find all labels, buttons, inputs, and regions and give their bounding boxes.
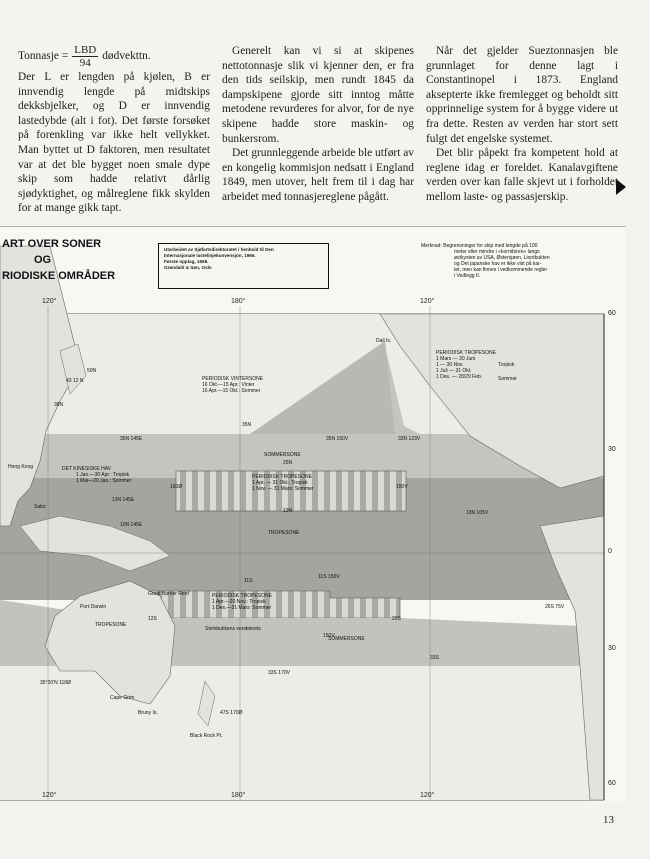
note-line: Merknad: Begrensninger for skip med lengde på 100: [421, 243, 538, 249]
coord-label: 33S 170V: [268, 670, 290, 676]
zone-line: 1 Apr.—20 Nov.: Tropisk: [212, 599, 266, 605]
periodic-tropical-south-label: [212, 593, 272, 611]
longitude-label: 120°: [420, 298, 435, 305]
coord-label: 35N: [242, 422, 252, 428]
formula-fraction: [72, 44, 98, 69]
coord-label: 20S: [392, 616, 401, 622]
page-number: 13: [603, 814, 614, 826]
zone-line: 16 Okt.—15 Apr.: Vinter: [202, 382, 255, 388]
coord-label: 13N 145E: [112, 497, 135, 503]
note-line: og Det japanske hav er ikke vist på kar-: [454, 261, 542, 267]
latitude-label: 60: [608, 310, 616, 317]
note-line: i Vedlegg II.: [454, 273, 481, 279]
coord-label: 10N 145E: [120, 522, 143, 528]
latitude-label: 0: [608, 548, 612, 555]
formula-rhs: dødvekttn.: [102, 50, 151, 63]
zone-line: 16 Apr.—15 Okt.: Sommer: [202, 388, 261, 394]
coord-label: 35°30'N 118Ø: [40, 680, 71, 686]
place-label: Cape Grim: [110, 695, 135, 701]
winter-zone-south: [0, 666, 604, 800]
legend-line: Grøndahl & Søn, Oslo: [164, 265, 212, 270]
coord-label: 35N 150V: [326, 436, 349, 442]
zone-line: 1 Apr. — 31 Okt.: Tropisk: [252, 480, 308, 486]
tonnage-formula: [18, 44, 210, 69]
zone-line: Tropisk: [498, 362, 515, 368]
zone-line: 1 Mars — 30 Juni: [436, 356, 476, 362]
coord-label: 25N: [283, 460, 293, 466]
map-title-line: ART OVER SONER: [2, 238, 102, 250]
coord-label: 150V: [323, 633, 335, 639]
place-label: Port Darwin: [80, 604, 107, 610]
paragraph: Generelt kan vi si at skipenes nettotonnasje slik vi kjenner den, er fra den tids seilskip, men rundt 1845 da dampskipene gjorde sitt inntog måtte metodene revurderes for alvor, for de nye skipene hadde store maskin- og bunkersrom.: [222, 45, 414, 145]
zone-line: 1 Juli — 31 Okt.: [436, 368, 472, 374]
longitude-label: 120°: [420, 792, 435, 799]
zone-title: PERIODISK VINTERSONE: [202, 376, 264, 382]
summer-zone-label: SOMMERSONE: [328, 636, 365, 642]
coord-label: 33N 123V: [398, 436, 421, 442]
coord-label: 50N: [87, 368, 97, 374]
coord-label: 150V: [396, 484, 408, 490]
longitude-label: 180°: [231, 298, 246, 305]
coord-label: 13N 105V: [466, 510, 489, 516]
place-label: Hong Kong: [8, 464, 34, 470]
place-label: Black Rock Pt.: [190, 733, 223, 739]
latitude-label: 60: [608, 780, 616, 787]
place-label: Sabo: [34, 504, 46, 510]
coord-label: 43 12 N: [66, 378, 84, 384]
zone-line: 1 Des. — 28/29 Feb.: [436, 374, 483, 380]
map-title: [2, 236, 115, 284]
zone-title: DET KINESISKE HAV: [62, 466, 111, 472]
paragraph: Det blir påpekt fra kompetent hold at reglene idag er foreldet. Kanalavgiftene verden over kan falle skjevt ut i forholdet mellom laste- og passasjerskip.: [426, 147, 618, 203]
legend-line: Internasjonale lastelinjekonvensjon, 1966.: [164, 253, 256, 258]
paragraph: Det grunnleggende arbeide ble utført av en kongelig kommisjon nedsatt i England 1849, men utover, helt frem til i dag har arbeidet med tonnasjereglene pågått.: [222, 147, 414, 203]
text-column-2: [222, 44, 414, 205]
formula-numerator: LBD: [74, 44, 97, 56]
coord-label: 11S 150V: [318, 574, 340, 580]
coord-label: 33S: [430, 655, 439, 661]
zone-line: 1 Des.—31 Mars: Sommer: [212, 605, 272, 611]
paragraph: Der L er lengden på kjølen, B er innvendig lengde på midtskips dekksbjelker, og D er innvendig lastedybde (alt i fot). Det første forsøket på forenkling var ikke helt vellykket. Man byttet ut D faktoren, men resultatet var at det ble bygget noen smale dype skip som hadde relativt dårlig sjødyktighet, og målreglene fikk skylden for at mange gikk tapt.: [18, 71, 210, 215]
formula-denominator: 94: [79, 57, 91, 69]
reef-label: Great Barrier Reef: [148, 591, 189, 597]
coord-label: 13N: [283, 508, 293, 514]
coord-label: 47S 170Ø: [220, 710, 243, 716]
zone-line: 1 Mai—20 Jan.: Sommer: [76, 478, 132, 484]
longitude-label: 180°: [231, 792, 246, 799]
note-line: meter eller mindre i «korridoren» langs: [454, 249, 540, 255]
tropical-zone-label: TROPESONE: [268, 530, 300, 536]
coord-label: 35N 145E: [120, 436, 143, 442]
place-label: Bruny Is.: [138, 710, 158, 716]
zone-line: 1 Nov. — 31 Mars: Sommer: [252, 486, 314, 492]
note-line: østkysten av USA, Østersjøen, Liontbukten: [454, 255, 550, 261]
coord-label: 12S: [148, 616, 157, 622]
coord-label: 38N: [54, 402, 64, 408]
text-column-3: [426, 44, 618, 205]
place-label: Dall Is.: [376, 338, 392, 344]
zone-title: PERIODISK TROPESONE: [252, 474, 312, 480]
zone-line: Sommer: [498, 376, 517, 382]
longitude-label: 120°: [42, 792, 57, 799]
map-legend-box: [158, 243, 329, 289]
coord-label: 160Ø: [170, 484, 183, 490]
load-line-zone-map: [0, 226, 626, 802]
chinese-sea-label: [62, 466, 131, 484]
zone-title: PERIODISK TROPESONE: [436, 350, 496, 356]
tropical-zone-label: TROPESONE: [95, 622, 127, 628]
capricorn-label: Steinbukkens vendekrets: [205, 626, 261, 632]
periodic-tropical-north-label: [252, 474, 314, 492]
longitude-label: 120°: [42, 298, 57, 305]
continue-arrow-icon: [616, 179, 626, 195]
zone-line: 1 Jan.—30 Apr.: Tropisk: [76, 472, 130, 478]
summer-zone-label: SOMMERSONE: [264, 452, 301, 458]
text-column-1: [18, 44, 210, 216]
zone-title: PERIODISK TROPESONE: [212, 593, 272, 599]
map-title-line: RIODISKE OMRÅDER: [2, 270, 116, 282]
legend-line: Første opplag, 1968.: [164, 259, 209, 264]
map-title-line: OG: [34, 254, 52, 266]
map-note: [421, 243, 550, 279]
latitude-label: 30: [608, 446, 616, 453]
legend-line: Utarbeidet av Sjøfartsdirektoratet i henhold til Den: [164, 247, 274, 252]
periodic-tropical-east-label: [436, 350, 496, 380]
winter-zone-label: [202, 376, 263, 394]
coord-label: 11S: [244, 578, 253, 584]
latitude-label: 30: [608, 645, 616, 652]
formula-lhs: Tonnasje =: [18, 50, 69, 63]
note-line: tet, men kan finnes i vedkommende regler: [454, 267, 548, 273]
paragraph: Når det gjelder Sueztonnasjen ble grunnlaget for denne lagt i Constantinopel i 1873. England aksepterte ikke fremlegget og beholdt sitt opprinnelige system for å bygge videre ut fra dette. Resten av verden har stort sett fulgt det engelske systemet.: [426, 45, 618, 145]
coord-label: 26S 75V: [545, 604, 565, 610]
zone-line: 1 — 30 Nov.: [436, 362, 464, 368]
